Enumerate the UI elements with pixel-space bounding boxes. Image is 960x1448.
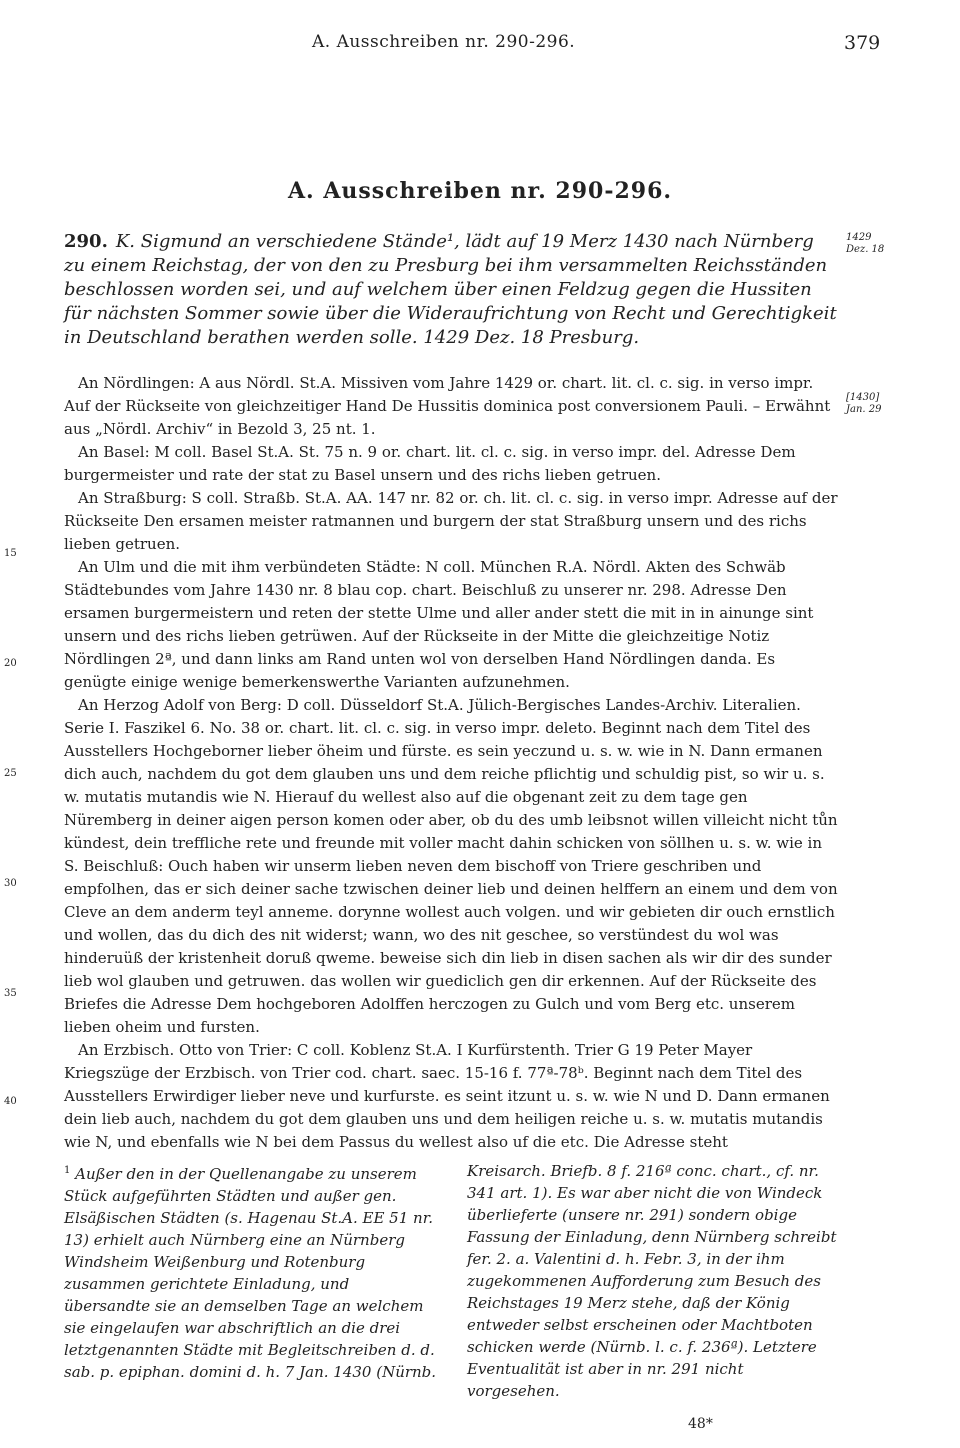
line-number: 25	[4, 768, 17, 779]
footnote-text: Außer den in der Quellenangabe zu unserem Stück aufgeführten Städten und außer gen. Elsäßischen Städten (s. Hagenau St.A. EE 51 nr. 13) erhielt auch Nürnberg eine an Nürnberg Windsheim Weißenburg und Rotenburg zusammen gerichtete Einladung, und übersandte sie an demselben Tage an welchem sie eingelaufen war abschriftlich an die drei letztgenannten Städte mit Begleitschreiben d. d. sab. p. epiphan. domini d. h. 7 Jan. 1430 (Nürnb. Kreisarch. Briefb. 8 f. 216ª conc. chart., cf. nr. 341 art. 1). Es war aber nicht die von Windeck überlieferte (unsere nr. 291) sondern obige Fassung der Einladung, denn Nürnberg schreibt fer. 2. a. Valentini d. h. Febr. 3, in der ihm zugekommenen Aufforderung zum Besuch des Reichstages 19 Merz stehe, daß der König entweder selbst erscheinen oder Machtboten schicken werde (Nürnb. l. c. f. 236ª). Letztere Eventualität ist aber in nr. 291 nicht vorgesehen.	[64, 1162, 837, 1400]
section-title: A. Ausschreiben nr. 290-296.	[287, 178, 673, 204]
margin-date-2: [1430] Jan. 29	[846, 392, 882, 415]
source-paragraph: An Straßburg: S coll. Straßb. St.A. AA. 147 nr. 82 or. ch. lit. cl. c. sig. in verso impr. Adresse auf der Rückseite Den ersamen meister ratmannen und burgern der stat Straßburg unsern und des richs lieben getruen.	[64, 489, 838, 553]
line-number: 30	[4, 878, 17, 889]
summary-text: K. Sigmund an verschiedene Stände¹, lädt auf 19 Merz 1430 nach Nürnberg zu einem Reichstag, der von den zu Presburg bei ihm versammelten Reichsständen beschlossen worden sei, und auf welchem über einen Feldzug gegen die Hussiten für nächsten Sommer sowie über die Wideraufrichtung von Recht und Gerechtigkeit in Deutschland berathen werden solle. 1429 Dez. 18 Presburg.	[64, 231, 837, 348]
footnote-marker: 1	[64, 1165, 71, 1176]
document-summary	[64, 230, 840, 350]
page-number: 379	[844, 32, 881, 54]
source-apparatus	[64, 372, 840, 1154]
document-number: 290.	[64, 231, 108, 252]
footnote	[64, 1160, 840, 1402]
running-header: A. Ausschreiben nr. 290-296.	[312, 32, 576, 52]
line-number: 40	[4, 1096, 17, 1107]
signature-mark: 48*	[688, 1416, 713, 1432]
line-number: 15	[4, 548, 17, 559]
source-paragraph: An Nördlingen: A aus Nördl. St.A. Missiven vom Jahre 1429 or. chart. lit. cl. c. sig. in verso impr. Auf der Rückseite von gleichzeitiger Hand De Hussitis dominica post conversionem Pauli. – Erwähnt aus „Nördl. Archiv“ in Bezold 3, 25 nt. 1.	[64, 374, 831, 438]
source-paragraph: An Herzog Adolf von Berg: D coll. Düsseldorf St.A. Jülich-Bergisches Landes-Archiv. Literalien. Serie I. Faszikel 6. No. 38 or. chart. lit. cl. c. sig. in verso impr. deleto. Beginnt nach dem Titel des Ausstellers Hochgeborner lieber öheim und fürste. es sein yeczund u. s. w. wie in N. Dann ermanen dich auch, nachdem du got dem glauben uns und dem reiche pflichtig und schuldig pist, so wir u. s. w. mutatis mutandis wie N. Hierauf du wellest also auf die obgenant zeit zu dem tage gen Nüremberg in deiner aigen person komen oder aber, ob du des umb leibsnot willen villeicht nicht tůn kündest, dein treffliche rete und freunde mit voller macht dahin schicken von söllhen u. s. w. wie in S. Beischluß: Ouch haben wir unserm lieben neven dem bischoff von Triere geschriben und empfolhen, das er sich deiner sache tzwischen deiner lieb und deinen helffern an einem und dem von Cleve an dem anderm teyl anneme. dorynne wollest auch volgen. und wir gebieten dir ouch ernstlich und wollen, das du dich des nit widerst; wann, wo des nit geschee, so verstündest du wol was hinderuüß der kristenheit doruß qweme. beweise sich din lieb in disen sachen als wir dir des sunder lieb wol glauben und getruwen. das wollen wir guediclich gen dir erkennen. Auf der Rückseite des Briefes die Adresse Dem hochgeboren Adolffen herczogen zu Gulch und vom Berg etc. unserem lieben oheim und fursten.	[64, 696, 838, 1036]
source-paragraph: An Basel: M coll. Basel St.A. St. 75 n. 9 or. chart. lit. cl. c. sig. in verso impr. del. Adresse Dem burgermeister und rate der stat zu Basel unsern und des richs lieben getruen.	[64, 443, 796, 484]
line-number: 20	[4, 658, 17, 669]
margin-date-1: 1429 Dez. 18	[846, 232, 885, 255]
line-number: 35	[4, 988, 17, 999]
source-paragraph: An Erzbisch. Otto von Trier: C coll. Koblenz St.A. I Kurfürstenth. Trier G 19 Peter Mayer Kriegszüge der Erzbisch. von Trier cod. chart. saec. 15-16 f. 77ª-78ᵇ. Beginnt nach dem Titel des Ausstellers Erwirdiger lieber neve und kurfurste. es seint itzunt u. s. w. wie N und D. Dann ermanen dein lieb auch, nachdem du got dem glauben uns und dem heiligen reiche u. s. w. mutatis mutandis wie N, und ebenfalls wie N bei dem Passus du wellest also uf die etc. Die Adresse steht	[64, 1041, 830, 1151]
source-paragraph: An Ulm und die mit ihm verbündeten Städte: N coll. München R.A. Nördl. Akten des Schwäb Städtebundes vom Jahre 1430 nr. 8 blau cop. chart. Beischluß zu unserer nr. 298. Adresse Den ersamen burgermeistern und reten der stette Ulme und aller ander stett die mit in in ainunge sint unsern und des richs lieben getrüwen. Auf der Rückseite in der Mitte die gleichzeitige Notiz Nördlingen 2ª, und dann links am Rand unten wol von derselben Hand Nördlingen danda. Es genügte einige wenige bemerkenswerthe Varianten aufzunehmen.	[64, 558, 814, 691]
